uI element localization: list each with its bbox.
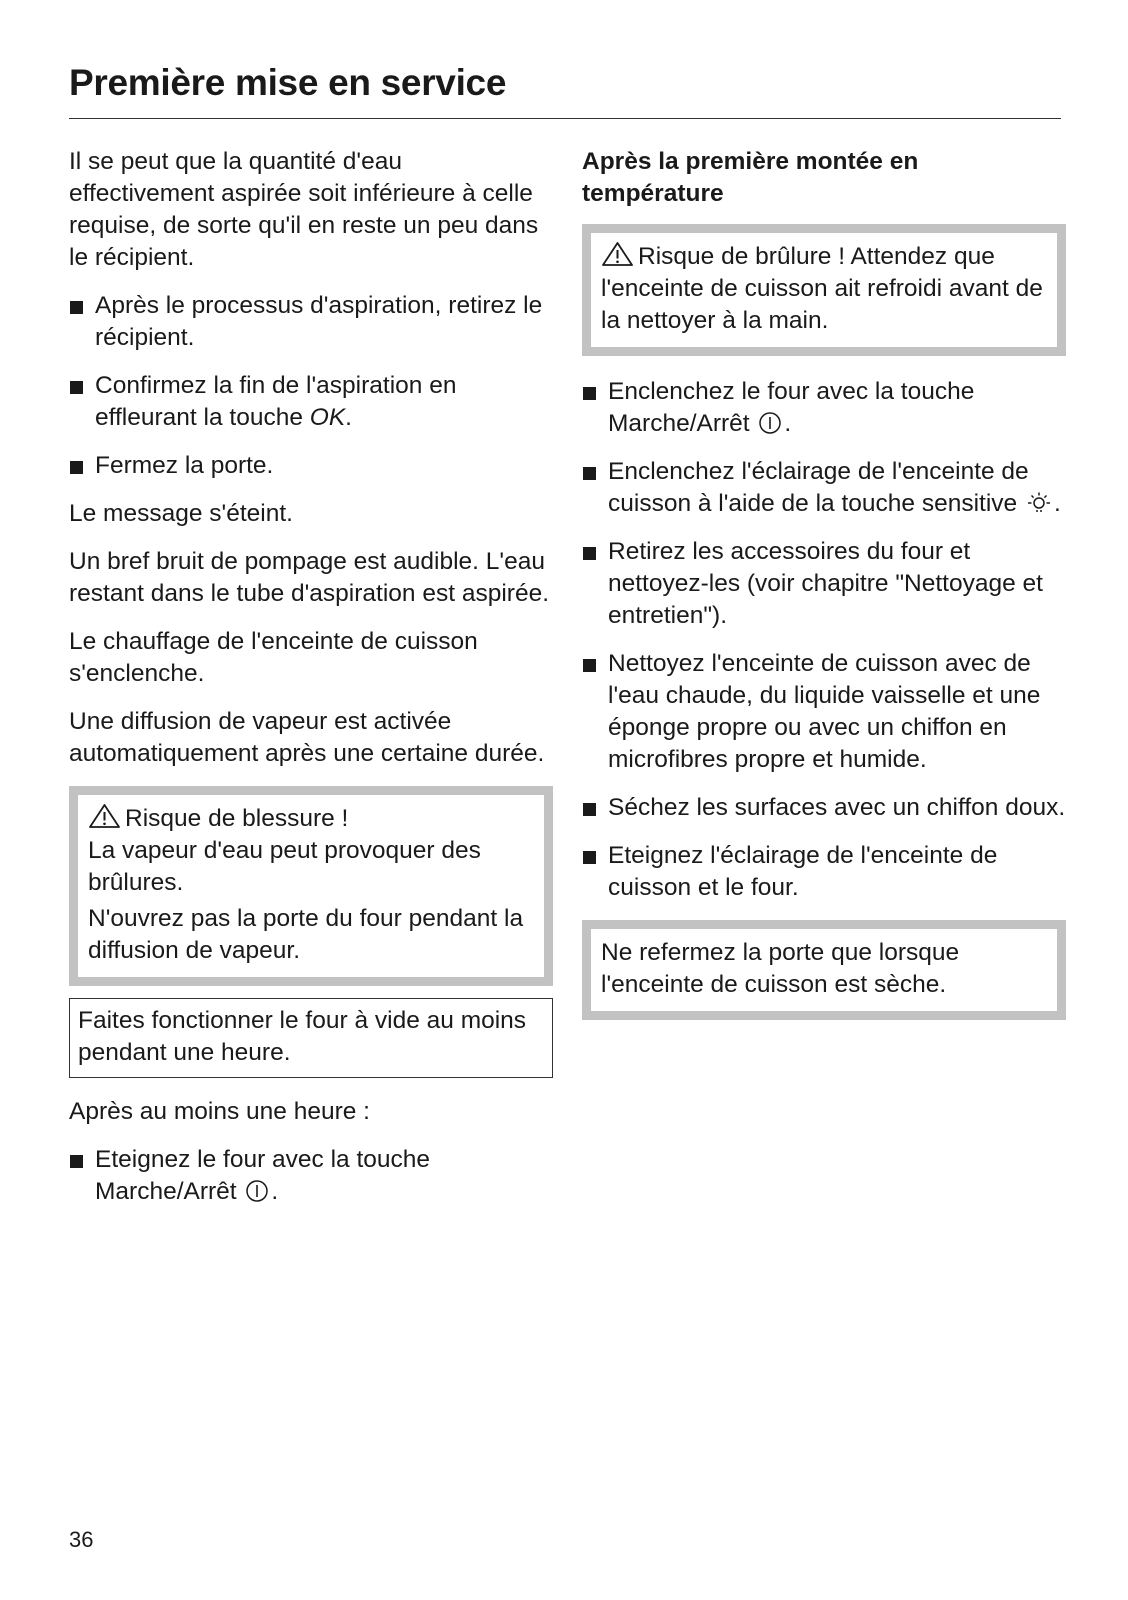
warning-box [582, 224, 1066, 356]
bullet-text: Après le processus d'aspiration, retirez le récipient. [95, 292, 543, 351]
warning-title: Risque de blessure ! [125, 805, 349, 832]
bullet-square-icon [582, 536, 608, 632]
bullet-square-icon [69, 370, 95, 434]
paragraph: Après au moins une heure : [69, 1098, 370, 1125]
list-item [582, 376, 1066, 440]
warning-title-line [88, 803, 534, 835]
page-title: Première mise en service [69, 62, 507, 103]
bullet-text-end: . [784, 410, 792, 437]
bullet-text-end: . [345, 404, 352, 431]
bullet-text-part: Enclenchez l'éclairage de l'enceinte de cuisson à l'aide de la touche sensitive [608, 458, 1029, 517]
power-button-icon [245, 1179, 269, 1203]
bullet-square-icon [582, 456, 608, 520]
bullet-square-icon [582, 648, 608, 776]
left-column [69, 146, 553, 1224]
ok-key-label: OK [309, 404, 346, 431]
warning-triangle-icon [88, 803, 121, 829]
bullet-text [608, 376, 1066, 440]
power-button-icon [758, 411, 782, 435]
list-item [582, 840, 1066, 904]
page-number: 36 [69, 1527, 94, 1552]
list-item [69, 450, 553, 482]
paragraph: Le chauffage de l'enceinte de cuisson s'enclenche. [69, 628, 478, 687]
bullet-text: Eteignez l'éclairage de l'enceinte de cuisson et le four. [608, 842, 998, 901]
bullet-text: Nettoyez l'enceinte de cuisson avec de l'eau chaude, du liquide vaisselle et une éponge propre ou avec un chiffon en microfibres propre et humide. [608, 650, 1041, 773]
warning-box [69, 786, 553, 986]
bullet-text [95, 1144, 553, 1208]
section-heading: Après la première montée en température [582, 148, 919, 207]
bullet-square-icon [582, 376, 608, 440]
bullet-text-part: Confirmez la fin de l'aspiration en effleurant la touche [95, 372, 457, 431]
bullet-text-end: . [271, 1178, 279, 1205]
bullet-square-icon [582, 792, 608, 824]
paragraph: Une diffusion de vapeur est activée automatiquement après une certaine durée. [69, 708, 545, 767]
right-column [582, 146, 1066, 1032]
bullet-square-icon [69, 290, 95, 354]
intro-paragraph: Il se peut que la quantité d'eau effectivement aspirée soit inférieure à celle requise, de sorte qu'il en reste un peu dans le récipient. [69, 148, 539, 271]
bullet-text-part: Eteignez le four avec la touche Marche/Arrêt [95, 1146, 431, 1205]
list-item [582, 536, 1066, 632]
list-item [582, 792, 1066, 824]
warning-text: Risque de brûlure ! Attendez que l'enceinte de cuisson ait refroidi avant de la nettoyer à la main. [601, 243, 1043, 334]
paragraph: Un bref bruit de pompage est audible. L'eau restant dans le tube d'aspiration est aspirée. [69, 548, 549, 607]
list-item [582, 456, 1066, 520]
bullet-text: Séchez les surfaces avec un chiffon doux. [608, 794, 1066, 821]
warning-line: N'ouvrez pas la porte du four pendant la diffusion de vapeur. [88, 905, 524, 964]
warning-line: La vapeur d'eau peut provoquer des brûlures. [88, 837, 481, 896]
warning-triangle-icon [601, 241, 634, 267]
bullet-text-end: . [1054, 490, 1061, 517]
bullet-text [95, 370, 553, 434]
bullet-square-icon [582, 840, 608, 904]
info-box: Ne refermez la porte que lorsque l'enceinte de cuisson est sèche. [582, 920, 1066, 1020]
oven-light-icon [1026, 491, 1052, 515]
bullet-square-icon [69, 450, 95, 482]
bullet-text: Retirez les accessoires du four et nettoyez-les (voir chapitre "Nettoyage et entretien"). [608, 538, 1043, 629]
bullet-text [608, 456, 1066, 520]
title-divider [69, 118, 1061, 119]
list-item [69, 290, 553, 354]
list-item [582, 648, 1066, 776]
list-item [69, 1144, 553, 1208]
paragraph: Le message s'éteint. [69, 500, 293, 527]
bullet-text-part: Enclenchez le four avec la touche Marche/Arrêt [608, 378, 975, 437]
note-box: Faites fonctionner le four à vide au moins pendant une heure. [69, 998, 553, 1078]
bullet-text: Fermez la porte. [95, 452, 274, 479]
bullet-square-icon [69, 1144, 95, 1208]
list-item [69, 370, 553, 434]
